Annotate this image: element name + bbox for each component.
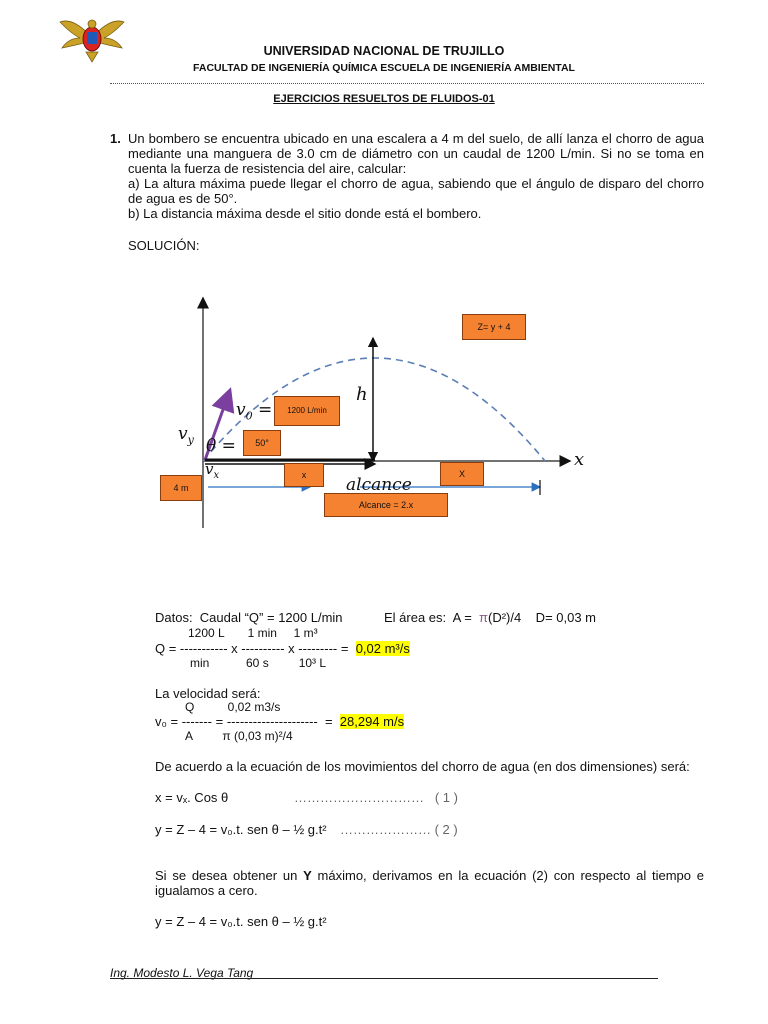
faculty-name: FACULTAD DE INGENIERÍA QUÍMICA ESCUELA DE INGENIERÍA AMBIENTAL	[193, 62, 575, 74]
velocity-result: 28,294 m/s	[339, 714, 405, 729]
height-4m-box: 4 m	[160, 475, 202, 501]
equation-2-tag: ………………… ( 2 )	[340, 822, 458, 837]
problem-statement	[128, 131, 704, 221]
problem-part-b: b) La distancia máxima desde el sitio donde está el bombero.	[128, 206, 482, 221]
h-label: h	[356, 384, 368, 405]
velocity-fraction-bot: A π (0,03 m)²/4	[185, 729, 293, 743]
university-name: UNIVERSIDAD NACIONAL DE TRUJILLO	[263, 44, 505, 58]
equation-1-tag: ………………………… ( 1 )	[294, 790, 458, 805]
datos-caudal: Datos: Caudal “Q” = 1200 L/min	[155, 610, 343, 625]
equation-2: y = Z – 4 = v₀.t. sen θ – ½ g.t²	[155, 822, 327, 837]
equation-1: x = vₓ. Cos θ	[155, 790, 229, 805]
angle-box: 50°	[243, 430, 281, 456]
x-axis-label: x	[574, 449, 585, 470]
flow-fraction-top: 1200 L 1 min 1 m³	[188, 626, 318, 640]
alcance-label: alcance	[346, 475, 412, 495]
footer-line	[110, 978, 658, 979]
header-divider	[110, 83, 704, 84]
problem-part-a: a) La altura máxima puede llegar el chorro de agua, sabiendo que el ángulo de disparo del chorro de agua es de 50°.	[128, 176, 704, 206]
flow-fraction-mid: Q = ----------- x ---------- x --------- = 0,02 m³/s	[155, 641, 410, 656]
equations-intro: De acuerdo a la ecuación de los movimientos del chorro de agua (en dos dimensiones) será:	[155, 759, 690, 774]
alcance-box: Alcance = 2.x	[324, 493, 448, 517]
flow-fraction-bot: min 60 s 10³ L	[190, 656, 327, 670]
velocity-fraction-mid: v₀ = ------- = --------------------- = 28,294 m/s	[155, 714, 405, 729]
datos-area: El área es: A = π(D²)/4 D= 0,03 m	[384, 610, 597, 625]
problem-number: 1.	[110, 131, 121, 146]
solution-label: SOLUCIÓN:	[128, 238, 200, 253]
flow-rate-box: 1200 L/min	[274, 396, 340, 426]
vx-label: $v_x$	[205, 460, 220, 481]
velocity-label: La velocidad será:	[155, 686, 261, 701]
document-title: EJERCICIOS RESUELTOS DE FLUIDOS-01	[273, 93, 495, 105]
velocity-fraction-top: Q 0,02 m3/s	[185, 700, 281, 714]
z-equation-box: Z= y + 4	[462, 314, 526, 340]
vy-label: $v_y$	[178, 424, 194, 447]
x-box-2: X	[440, 462, 484, 486]
equation-3: y = Z – 4 = v₀.t. sen θ – ½ g.t²	[155, 914, 327, 929]
theta-label: θ =	[206, 436, 236, 456]
v0-label: $v_0$ =	[236, 400, 273, 423]
problem-text: Un bombero se encuentra ubicado en una escalera a 4 m del suelo, de allí lanza el chorro de agua mediante una manguera de 3.0 cm de diámetro con un caudal de 1200 L/min. Si no se toma en cuenta la fuerza de resistencia del aire, calcular:	[128, 131, 704, 176]
x-box-1: x	[284, 463, 324, 487]
author-footer: Ing. Modesto L. Vega Tang	[110, 966, 254, 980]
ymax-paragraph: Si se desea obtener un Y máximo, derivamos en la ecuación (2) con respecto al tiempo e igualamos a cero.	[155, 868, 704, 898]
flow-result: 0,02 m³/s	[355, 641, 410, 656]
